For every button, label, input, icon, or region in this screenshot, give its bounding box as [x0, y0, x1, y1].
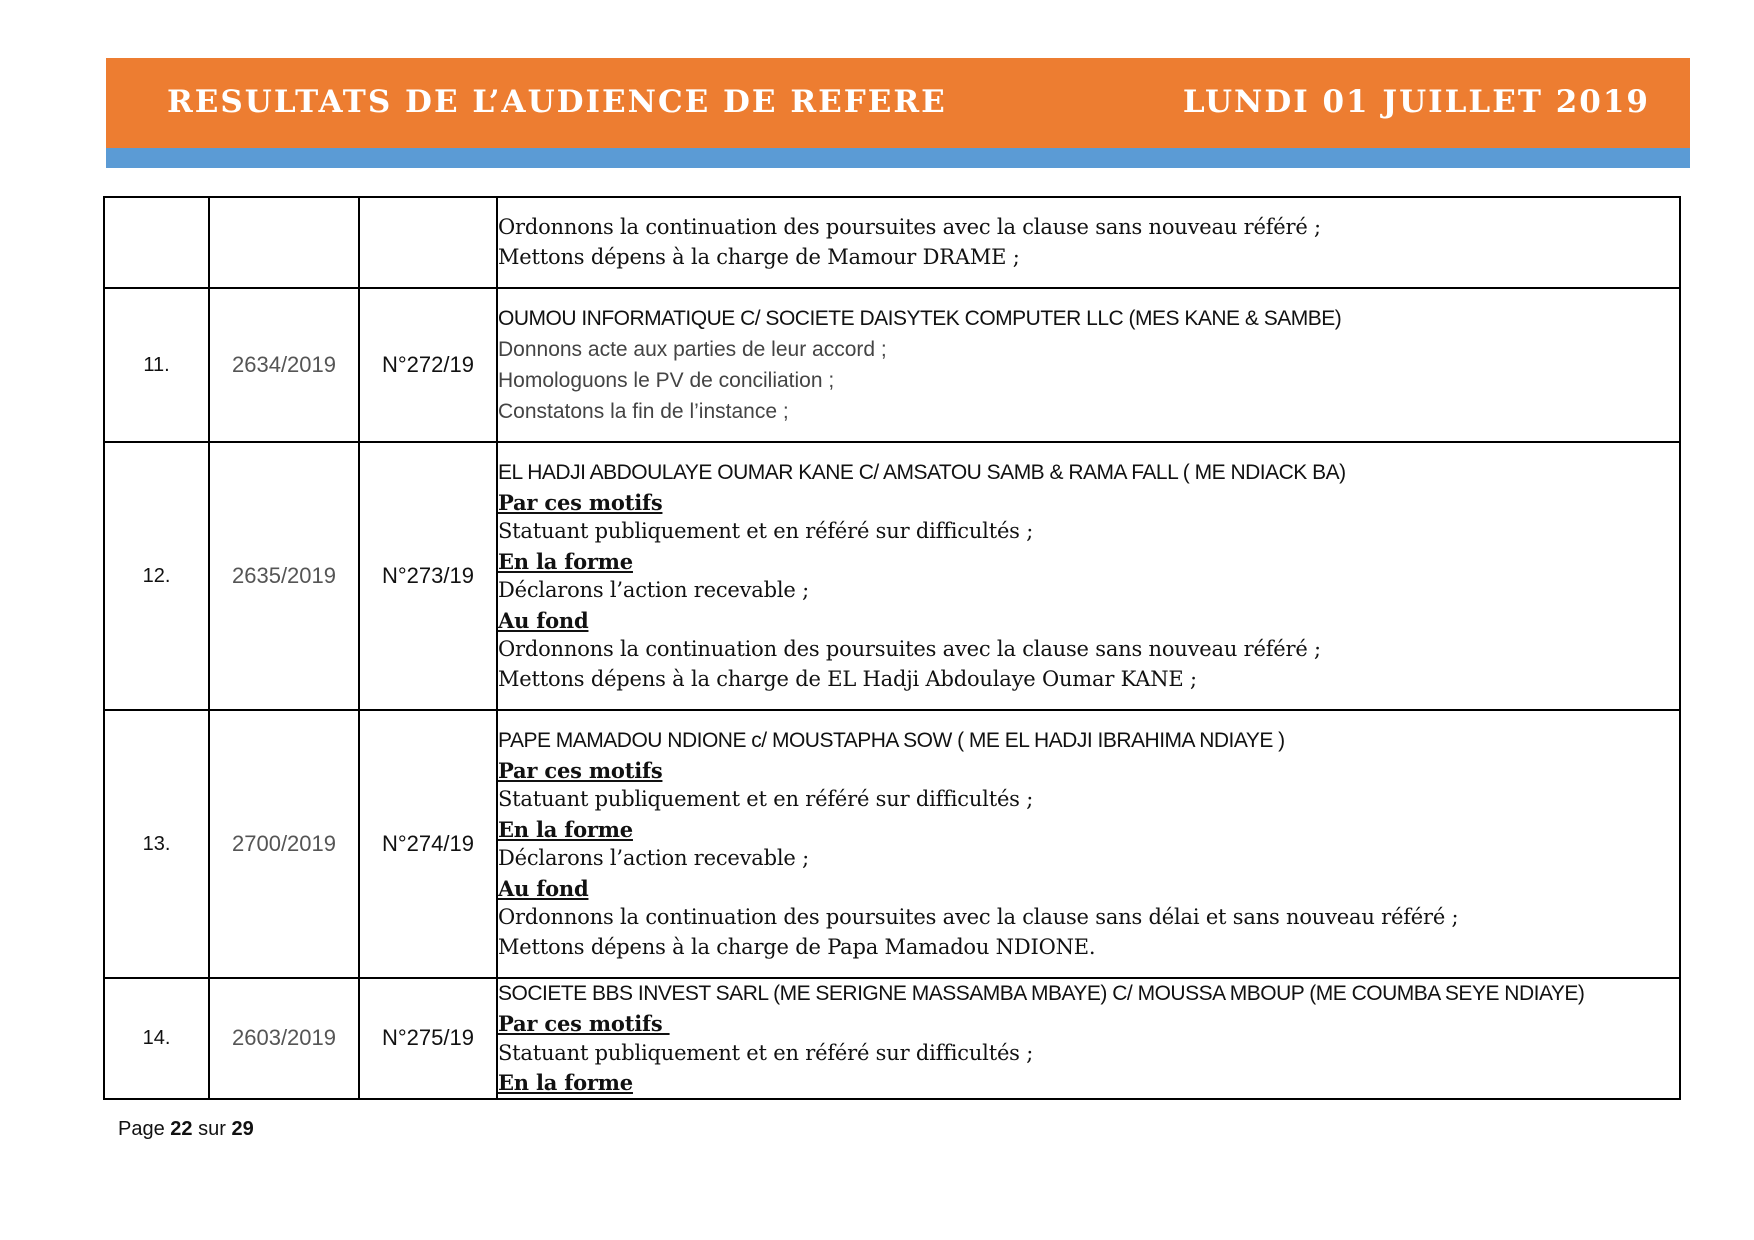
parties-line: SOCIETE BBS INVEST SARL (ME SERIGNE MASSAMBA MBAYE) C/ MOUSSA MBOUP (ME COUMBA SEYE NDIAYE) [498, 982, 1585, 1005]
page-label: Page [118, 1118, 165, 1140]
decision-line: Déclarons l’action recevable ; [498, 846, 809, 871]
case-number-cell [104, 197, 209, 288]
rg-number-cell: 2603/2019 [209, 978, 359, 1099]
decision-cell [497, 197, 1680, 288]
table-row [104, 288, 1680, 442]
table-row [104, 197, 1680, 288]
page-header [106, 58, 1690, 168]
decision-line: Mettons dépens à la charge de Papa Mamadou NDIONE. [498, 934, 1096, 959]
section-heading: Par ces motifs [498, 1011, 670, 1036]
case-number-cell: 14. [104, 978, 209, 1099]
rg-number-cell: 2700/2019 [209, 710, 359, 978]
section-heading: En la forme [498, 816, 633, 842]
rg-number-cell: 2635/2019 [209, 442, 359, 710]
decision-line: Statuant publiquement et en référé sur difficultés ; [498, 1040, 1034, 1065]
ordonnance-number-cell: N°275/19 [359, 978, 497, 1099]
ordonnance-number-cell: N°272/19 [359, 288, 497, 442]
decision-line: Ordonnons la continuation des poursuites avec la clause sans délai et sans nouveau référé ; [498, 905, 1459, 930]
results-table [103, 196, 1681, 1100]
page-footer [118, 1118, 254, 1141]
decision-line: Homologuons le PV de conciliation ; [498, 368, 835, 392]
ordonnance-number-cell: N°273/19 [359, 442, 497, 710]
section-heading: Par ces motifs [498, 757, 663, 783]
decision-line: Ordonnons la continuation des poursuites avec la clause sans nouveau référé ; [498, 637, 1321, 662]
case-number-cell: 11. [104, 288, 209, 442]
decision-line: Déclarons l’action recevable ; [498, 578, 809, 603]
ordonnance-number-cell [359, 197, 497, 288]
decision-line: Donnons acte aux parties de leur accord ; [498, 337, 887, 361]
case-number-cell: 12. [104, 442, 209, 710]
section-heading: Au fond [498, 875, 589, 901]
total-pages-number: 29 [231, 1118, 254, 1140]
rg-number-cell [209, 197, 359, 288]
section-heading: Au fond [498, 607, 589, 633]
hearing-date: LUNDI 01 JUILLET 2019 [1182, 84, 1650, 120]
table-row [104, 710, 1680, 978]
page-separator: sur [198, 1118, 226, 1140]
parties-line: PAPE MAMADOU NDIONE c/ MOUSTAPHA SOW ( ME EL HADJI IBRAHIMA NDIAYE ) [498, 728, 1285, 752]
decision-cell [497, 978, 1680, 1099]
case-number-cell: 13. [104, 710, 209, 978]
decision-cell [497, 288, 1680, 442]
section-heading: Par ces motifs [498, 489, 663, 515]
decision-line: Mettons dépens à la charge de EL Hadji Abdoulaye Oumar KANE ; [498, 666, 1197, 691]
section-heading: En la forme [498, 548, 633, 574]
table-row [104, 442, 1680, 710]
ordonnance-number-cell: N°274/19 [359, 710, 497, 978]
parties-line: EL HADJI ABDOULAYE OUMAR KANE C/ AMSATOU SAMB & RAMA FALL ( ME NDIACK BA) [498, 460, 1346, 484]
rg-number-cell: 2634/2019 [209, 288, 359, 442]
table-row [104, 978, 1680, 1099]
decision-line: Statuant publiquement et en référé sur difficultés ; [498, 519, 1034, 544]
document-title: RESULTATS DE L’AUDIENCE DE REFERE [167, 84, 947, 120]
decision-cell [497, 442, 1680, 710]
decision-line: Statuant publiquement et en référé sur difficultés ; [498, 787, 1034, 812]
current-page-number: 22 [170, 1118, 193, 1140]
parties-line: OUMOU INFORMATIQUE C/ SOCIETE DAISYTEK COMPUTER LLC (MES KANE & SAMBE) [498, 306, 1342, 330]
section-heading: En la forme [498, 1070, 633, 1095]
decision-line: Constatons la fin de l’instance ; [498, 399, 789, 423]
decision-cell [497, 710, 1680, 978]
header-blue-band [106, 148, 1690, 168]
decision-line: Ordonnons la continuation des poursuites avec la clause sans nouveau référé ; [498, 215, 1321, 239]
decision-line: Mettons dépens à la charge de Mamour DRAME ; [498, 244, 1020, 269]
